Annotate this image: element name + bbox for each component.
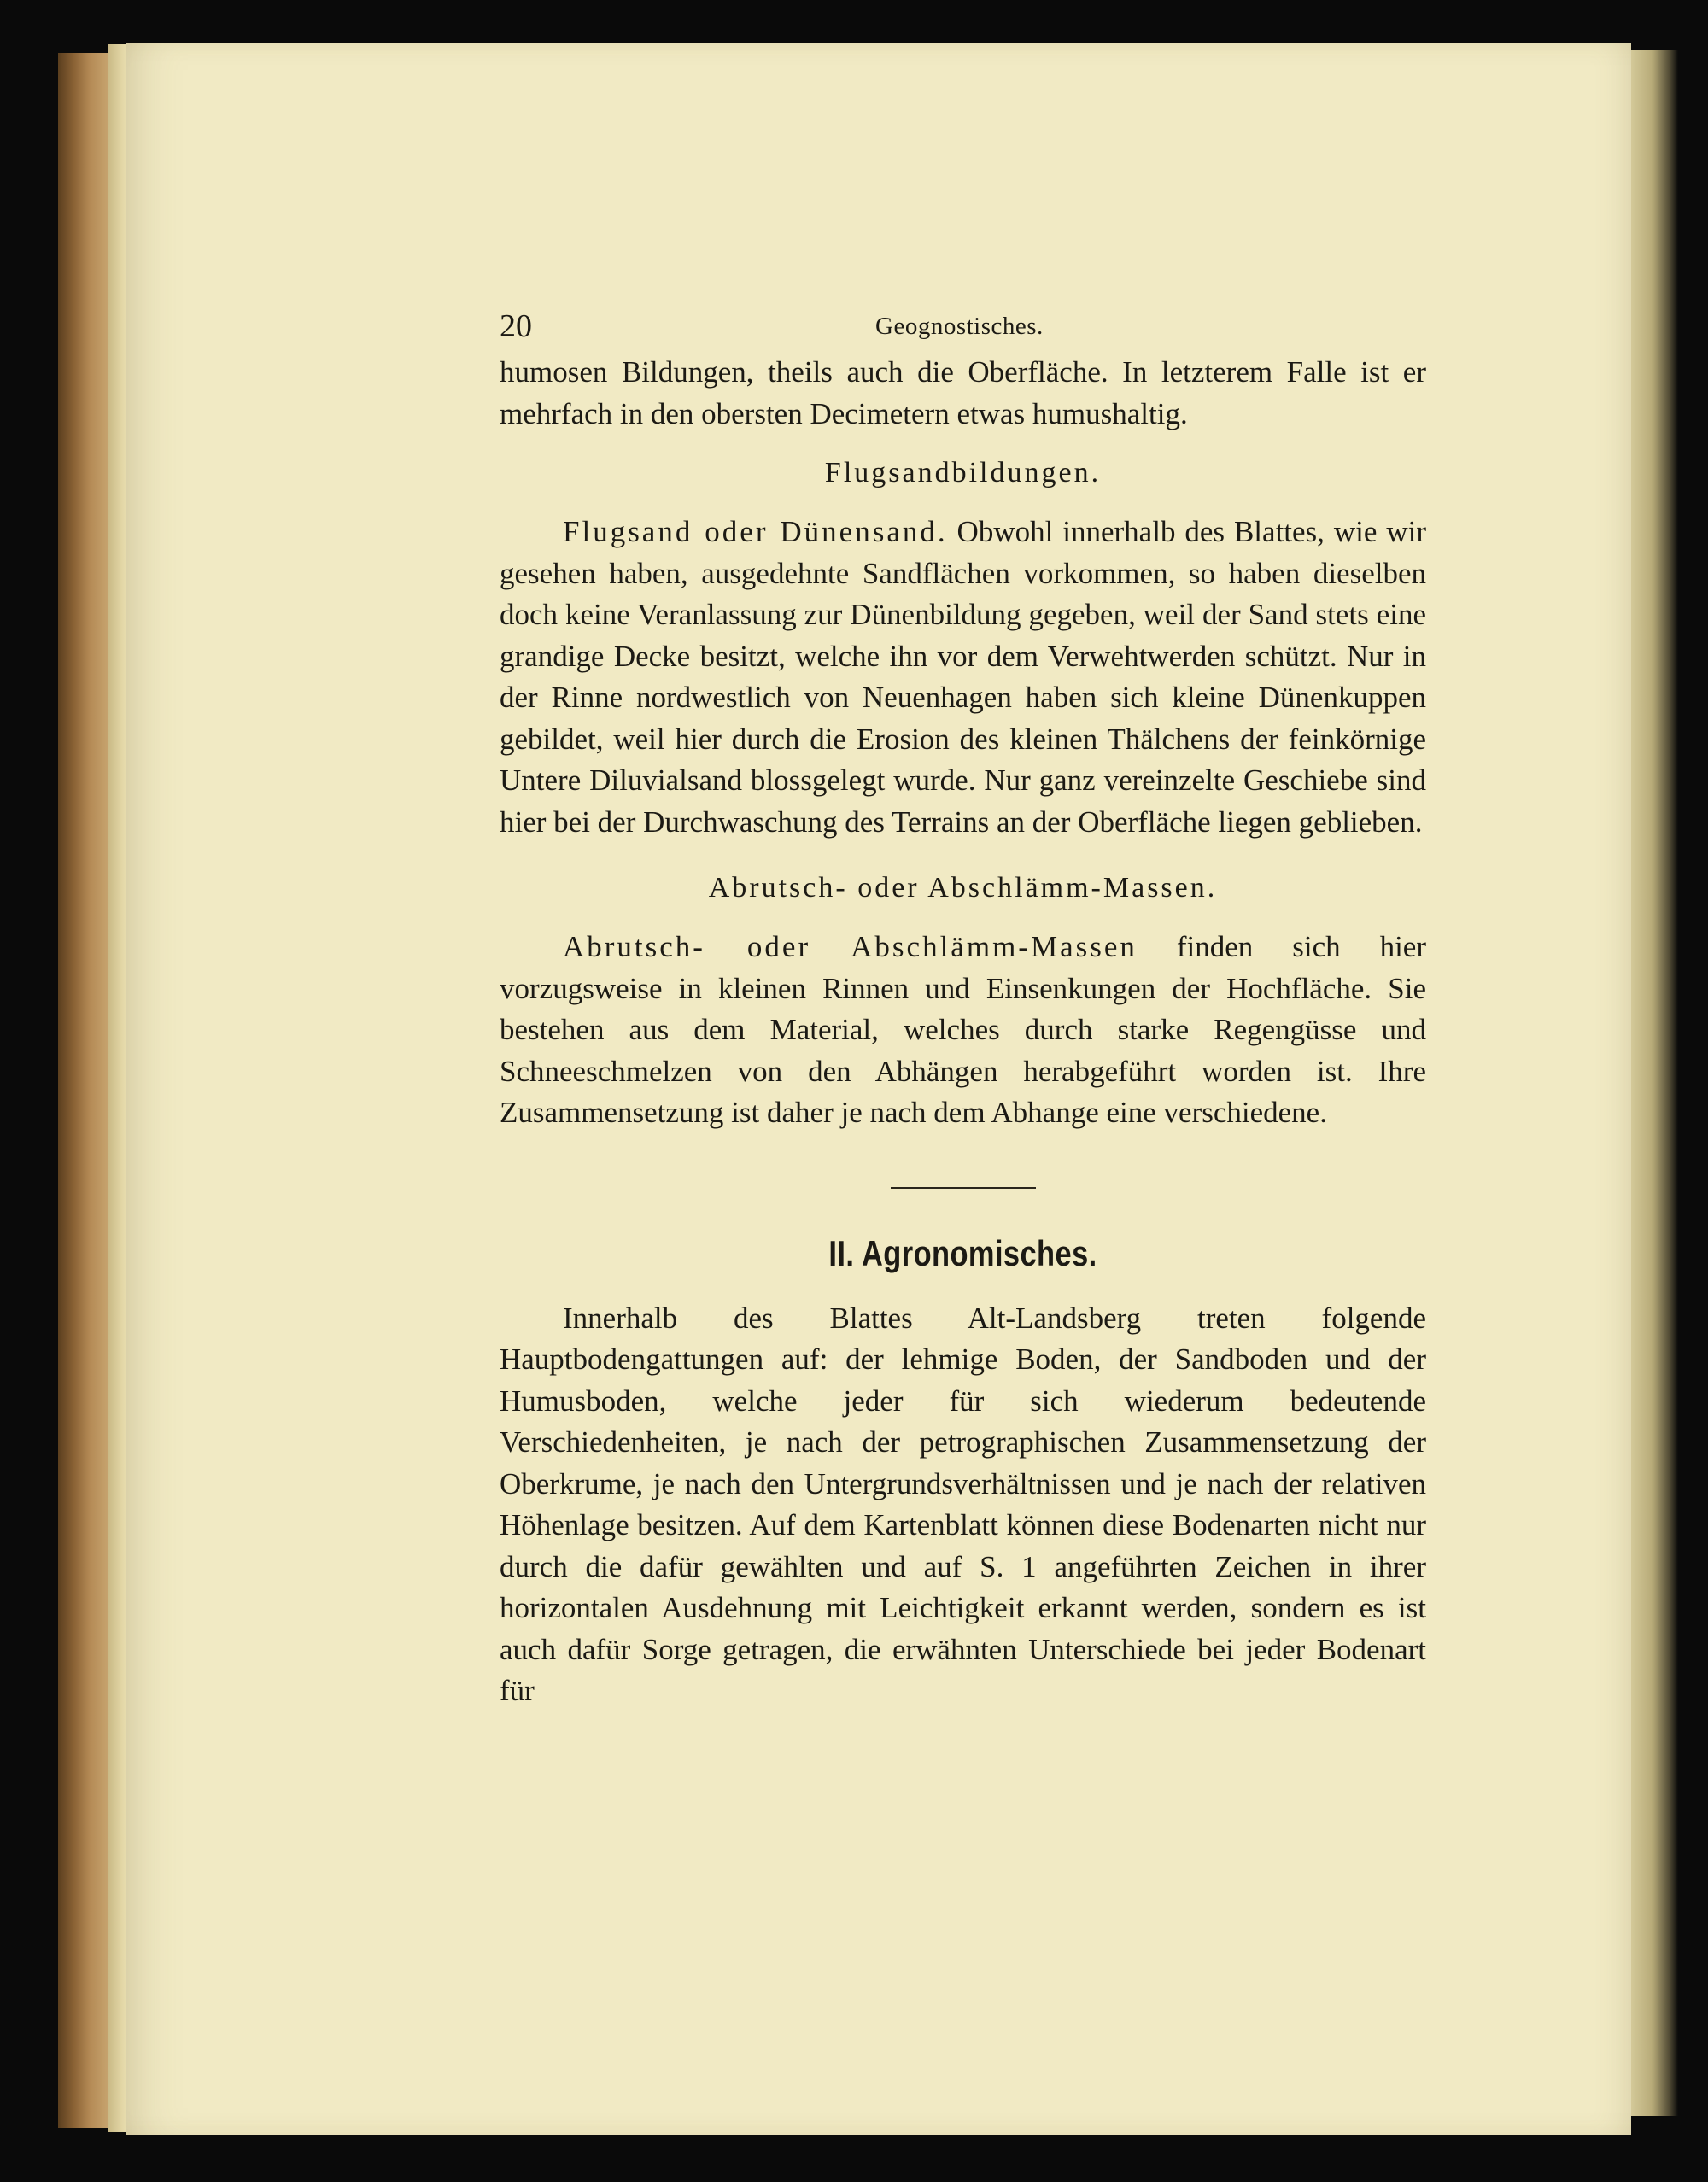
book-spine	[58, 53, 111, 2128]
running-head: Geognostisches.	[875, 313, 1044, 340]
page-header	[500, 307, 1426, 352]
abrutsch-lead: Abrutsch- oder Abschlämm-Massen	[563, 930, 1138, 963]
flugsand-text: Obwohl innerhalb des Blattes, wie wir gesehen haben, ausgedehnte Sandflächen vorkommen, so haben dieselben doch keine Veranlassung zur Dünenbildung gegeben, weil der Sand stets eine grandige Decke besitzt, welche ihn vor dem Verwehtwerden schützt. Nur in der Rinne nordwestlich von Neuenhagen haben sich kleine Dünenkuppen gebildet, weil hier durch die Erosion des kleinen Thälchens der feinkörnige Untere Diluvialsand blossgelegt wurde. Nur ganz vereinzelte Geschiebe sind hier bei der Durchwaschung des Terrains an der Oberfläche liegen geblieben.	[500, 515, 1426, 839]
part-heading-agronomisches: II. Agronomisches.	[828, 1232, 1097, 1273]
abrutsch-text: finden sich hier vorzugsweise in kleinen Rinnen und Einsenkungen der Hochfläche. Sie bestehen aus dem Material, welches durch starke Regengüsse und Schneeschmelzen von den Abhängen herabgeführt worden ist. Ihre Zusammensetzung ist daher je nach dem Abhange eine verschiedene.	[500, 930, 1426, 1129]
page-number: 20	[500, 308, 532, 344]
flugsand-paragraph	[500, 512, 1426, 843]
flugsand-lead: Flugsand oder Dünensand.	[563, 515, 948, 548]
intro-paragraph: humosen Bildungen, theils auch die Oberfläche. In letzterem Falle ist er mehrfach in den obersten Decimetern etwas humushaltig.	[500, 355, 1426, 430]
agronomisches-paragraph: Innerhalb des Blattes Alt-Landsberg treten folgende Hauptbodengattungen auf: der lehmige Boden, der Sandboden und der Humusboden, welche jeder für sich wiederum bedeutende Verschiedenheiten, je nach der petrographischen Zusammensetzung der Oberkrume, je nach den Untergrundsverhältnissen und je nach der relativen Höhenlage besitzen. Auf dem Kartenblatt können diese Bodenarten nicht nur durch die dafür gewählten und auf S. 1 angeführten Zeichen in ihrer horizontalen Ausdehnung mit Leichtigkeit erkannt werden, sondern es ist auch dafür Sorge getragen, die erwähnten Unterschiede bei jeder Bodenart für	[500, 1301, 1426, 1707]
section-heading-abrutsch: Abrutsch- oder Abschlämm-Massen.	[708, 872, 1218, 904]
abrutsch-paragraph	[500, 927, 1426, 1134]
next-page-edge	[1627, 50, 1678, 2116]
section-heading-flugsand: Flugsandbildungen.	[824, 457, 1102, 488]
page-text-block	[500, 307, 1426, 1712]
